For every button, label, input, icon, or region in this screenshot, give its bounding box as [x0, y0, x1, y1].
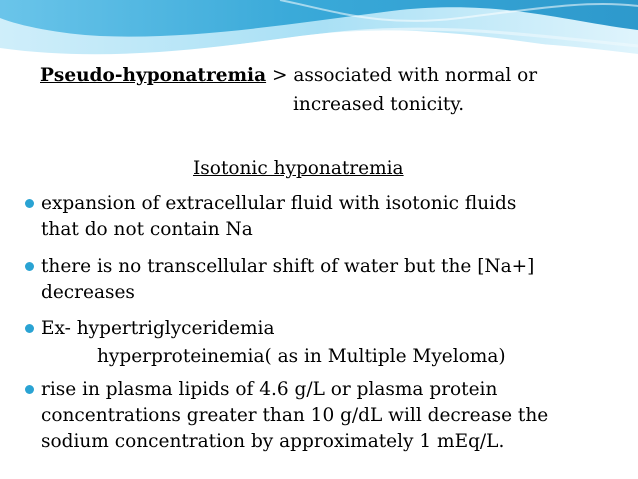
- bullet-1-line-1: expansion of extracellular fluid with isotonic fluids: [41, 193, 517, 214]
- section-heading: Isotonic hyponatremia: [193, 158, 404, 179]
- intro-line-1: [40, 65, 537, 87]
- bullet-marker-4: [25, 385, 34, 394]
- bullet-4-line-2: concentrations greater than 10 g/dL will decrease the: [41, 405, 549, 426]
- bullet-3-line-1: Ex- hypertriglyceridemia: [41, 318, 275, 339]
- intro-line-2: increased tonicity.: [293, 94, 465, 115]
- bullet-4-line-3: sodium concentration by approximately 1 mEq/L.: [41, 431, 505, 452]
- bullet-marker-3: [25, 324, 34, 333]
- intro-text-1: > associated with normal or: [266, 65, 538, 86]
- bullet-2-line-1: there is no transcellular shift of water but the [Na+]: [41, 256, 535, 277]
- example-continuation: hyperproteinemia( as in Multiple Myeloma): [97, 346, 506, 367]
- bullet-4-line-1: rise in plasma lipids of 4.6 g/L or plasma protein: [41, 379, 498, 400]
- intro-term: Pseudo-hyponatremia: [40, 65, 267, 86]
- bullet-1-line-2: that do not contain Na: [41, 219, 253, 240]
- bullet-marker-2: [25, 262, 34, 271]
- bullet-marker-1: [25, 199, 34, 208]
- bullet-2-line-2: decreases: [41, 282, 135, 303]
